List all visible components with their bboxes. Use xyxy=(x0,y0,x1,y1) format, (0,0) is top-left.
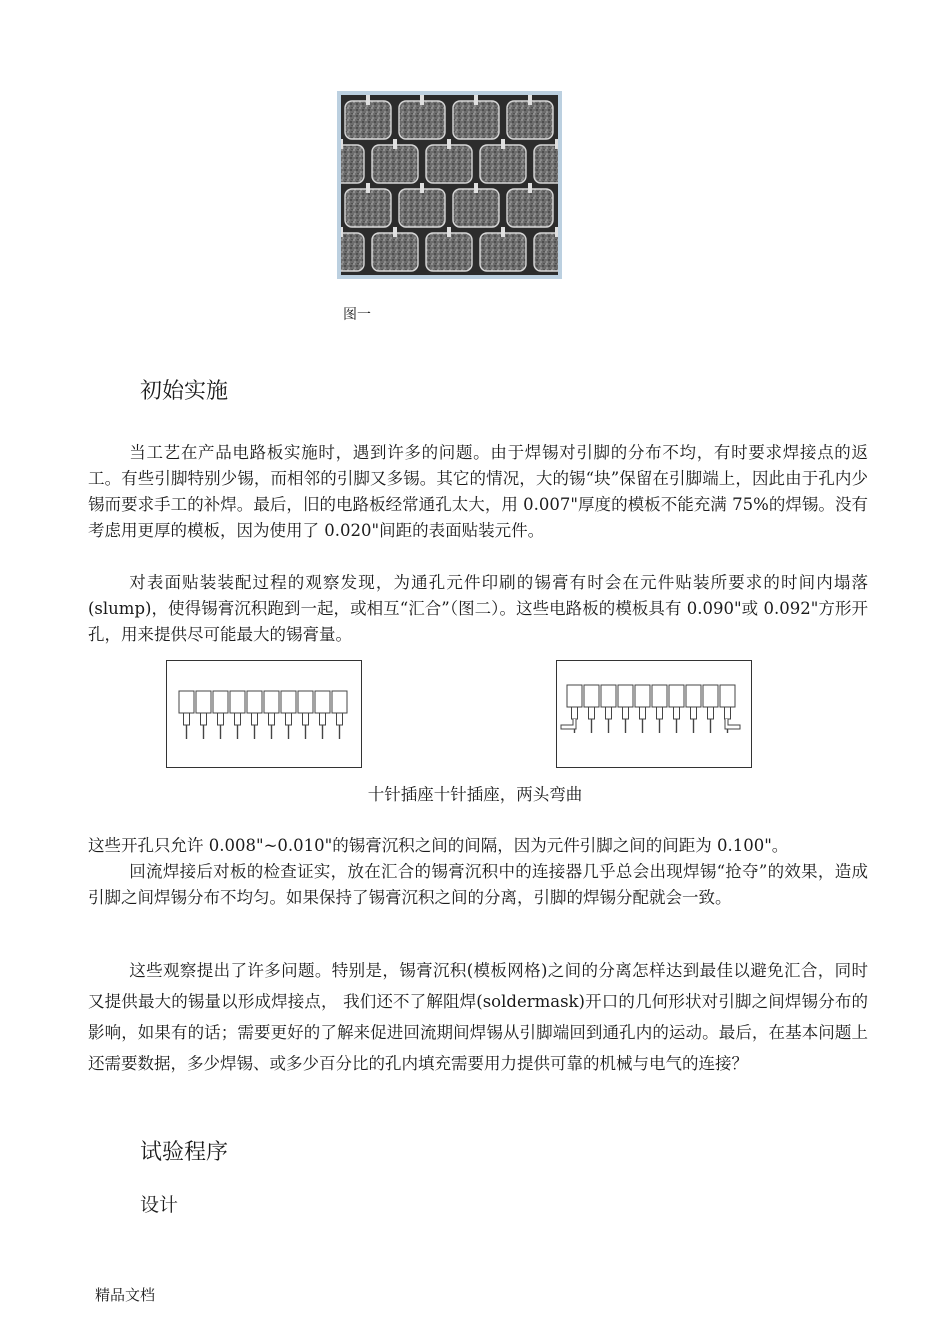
aperture-block xyxy=(341,233,364,271)
pin-tip xyxy=(447,227,451,237)
pin-body xyxy=(201,713,207,725)
connector-cell xyxy=(230,691,245,713)
paragraph-continuation-line: 这些开孔只允许 0.008"~0.010"的锡膏沉积之间的间隔，因为元件引脚之间的间距为 0.100"。 xyxy=(88,836,789,855)
pin-tip xyxy=(528,95,532,105)
bent-end-right xyxy=(725,719,740,729)
figure-1-caption: 图一 xyxy=(343,307,371,323)
aperture-block xyxy=(426,233,472,271)
pin-body xyxy=(235,713,241,725)
pin-body xyxy=(337,713,343,725)
aperture-block xyxy=(372,233,418,271)
pin-body xyxy=(286,713,292,725)
connector-cell xyxy=(179,691,194,713)
aperture-block xyxy=(345,101,391,139)
connector-cell xyxy=(315,691,330,713)
stencil-aperture-photo xyxy=(341,95,558,275)
pin-tip xyxy=(393,139,397,149)
aperture-block xyxy=(345,189,391,227)
figure-2-straight-connector xyxy=(166,660,362,768)
aperture-block xyxy=(480,233,526,271)
pin-tip xyxy=(528,183,532,193)
aperture-block xyxy=(507,101,553,139)
aperture-block xyxy=(534,145,558,183)
ten-pin-connector-diagram xyxy=(167,661,361,767)
pin-body xyxy=(184,713,190,725)
pin-body xyxy=(589,707,595,719)
pin-tip xyxy=(420,183,424,193)
section-heading-initial-implementation: 初始实施 xyxy=(140,379,229,404)
aperture-block xyxy=(399,101,445,139)
connector-cell xyxy=(686,685,701,707)
pin-tip xyxy=(341,139,343,149)
aperture-block xyxy=(399,189,445,227)
aperture-block xyxy=(507,189,553,227)
pin-body xyxy=(320,713,326,725)
connector-cell xyxy=(669,685,684,707)
paragraph-4: 这些观察提出了许多问题。特别是，锡膏沉积(模板网格)之间的分离怎样达到最佳以避免汇合，同时又提供最大的锡量以形成焊接点， 我们还不了解阻焊(soldermask)开口的几何形状对引脚之间焊锡分布的影响，如果有的话；需要更好的了解来促进回流期间焊锡从引脚端回到通孔内的运动。最后，在基本问题上还需要数据，多少焊锡、或多少百分比的孔内填充需要用力提供可靠的机械与电气的连接？ xyxy=(88,961,868,1073)
pin-body xyxy=(623,707,629,719)
aperture-block xyxy=(453,189,499,227)
pin-body xyxy=(725,707,731,719)
connector-cell xyxy=(213,691,228,713)
connector-cell xyxy=(635,685,650,707)
pin-body xyxy=(252,713,258,725)
pin-body xyxy=(657,707,663,719)
connector-cell xyxy=(264,691,279,713)
figure-1-photo xyxy=(337,91,562,279)
pin-body xyxy=(269,713,275,725)
pin-tip xyxy=(366,95,370,105)
connector-cell xyxy=(298,691,313,713)
pin-tip xyxy=(420,95,424,105)
subsection-heading-design: 设计 xyxy=(140,1194,179,1216)
aperture-block xyxy=(372,145,418,183)
pin-body xyxy=(708,707,714,719)
pin-tip xyxy=(366,183,370,193)
paragraph-1: 当工艺在产品电路板实施时，遇到许多的问题。由于焊锡对引脚的分布不均，有时要求焊接点的返工。有些引脚特别少锡，而相邻的引脚又多锡。其它的情况，大的锡“块”保留在引脚端上，因此由于孔内少锡而要求手工的补焊。最后，旧的电路板经常通孔太大，用 0.007"厚度的模板不能充满 75%的焊锡。没有考虑用更厚的模板，因为使用了 0.020"间距的表面贴装元件。 xyxy=(88,443,868,540)
connector-cell xyxy=(652,685,667,707)
aperture-block xyxy=(453,101,499,139)
connector-cell xyxy=(584,685,599,707)
section-heading-test-procedure: 试验程序 xyxy=(140,1140,229,1165)
connector-cell xyxy=(601,685,616,707)
aperture-block xyxy=(341,145,364,183)
connector-cell xyxy=(247,691,262,713)
pin-tip xyxy=(555,227,558,237)
figure-2-bent-connector xyxy=(556,660,752,768)
pin-tip xyxy=(501,227,505,237)
pin-body xyxy=(674,707,680,719)
pin-body xyxy=(640,707,646,719)
pin-tip xyxy=(474,183,478,193)
connector-cell xyxy=(196,691,211,713)
aperture-block xyxy=(534,233,558,271)
pin-tip xyxy=(393,227,397,237)
paragraph-3: 回流焊接后对板的检查证实，放在汇合的锡膏沉积中的连接器几乎总会出现焊锡“抢夺”的效果，造成引脚之间焊锡分布不均匀。如果保持了锡膏沉积之间的分离，引脚的焊锡分配就会一致。 xyxy=(88,862,868,907)
pin-tip xyxy=(474,95,478,105)
connector-cell xyxy=(720,685,735,707)
paragraph-2: 对表面贴装装配过程的观察发现，为通孔元件印刷的锡膏有时会在元件贴装所要求的时间内塌落(slump)，使得锡膏沉积跑到一起，或相互“汇合”（图二）。这些电路板的模板具有 0.090"或 0.092"方形开孔，用来提供尽可能最大的锡膏量。 xyxy=(88,573,868,644)
footer-watermark-text: 精品文档 xyxy=(95,1286,156,1304)
bent-end-left xyxy=(561,719,576,729)
pin-body xyxy=(572,707,578,719)
pin-tip xyxy=(555,139,558,149)
pin-tip xyxy=(341,227,343,237)
pin-tip xyxy=(501,139,505,149)
pin-body xyxy=(218,713,224,725)
pin-body xyxy=(691,707,697,719)
pin-tip xyxy=(447,139,451,149)
ten-pin-connector-bent-diagram xyxy=(557,661,751,767)
aperture-block xyxy=(426,145,472,183)
connector-cell xyxy=(332,691,347,713)
connector-cell xyxy=(618,685,633,707)
aperture-block xyxy=(480,145,526,183)
figure-2-caption: 十针插座十针插座，两头弯曲 xyxy=(367,785,583,804)
connector-cell xyxy=(703,685,718,707)
connector-cell xyxy=(281,691,296,713)
pin-body xyxy=(303,713,309,725)
connector-cell xyxy=(567,685,582,707)
pin-body xyxy=(606,707,612,719)
